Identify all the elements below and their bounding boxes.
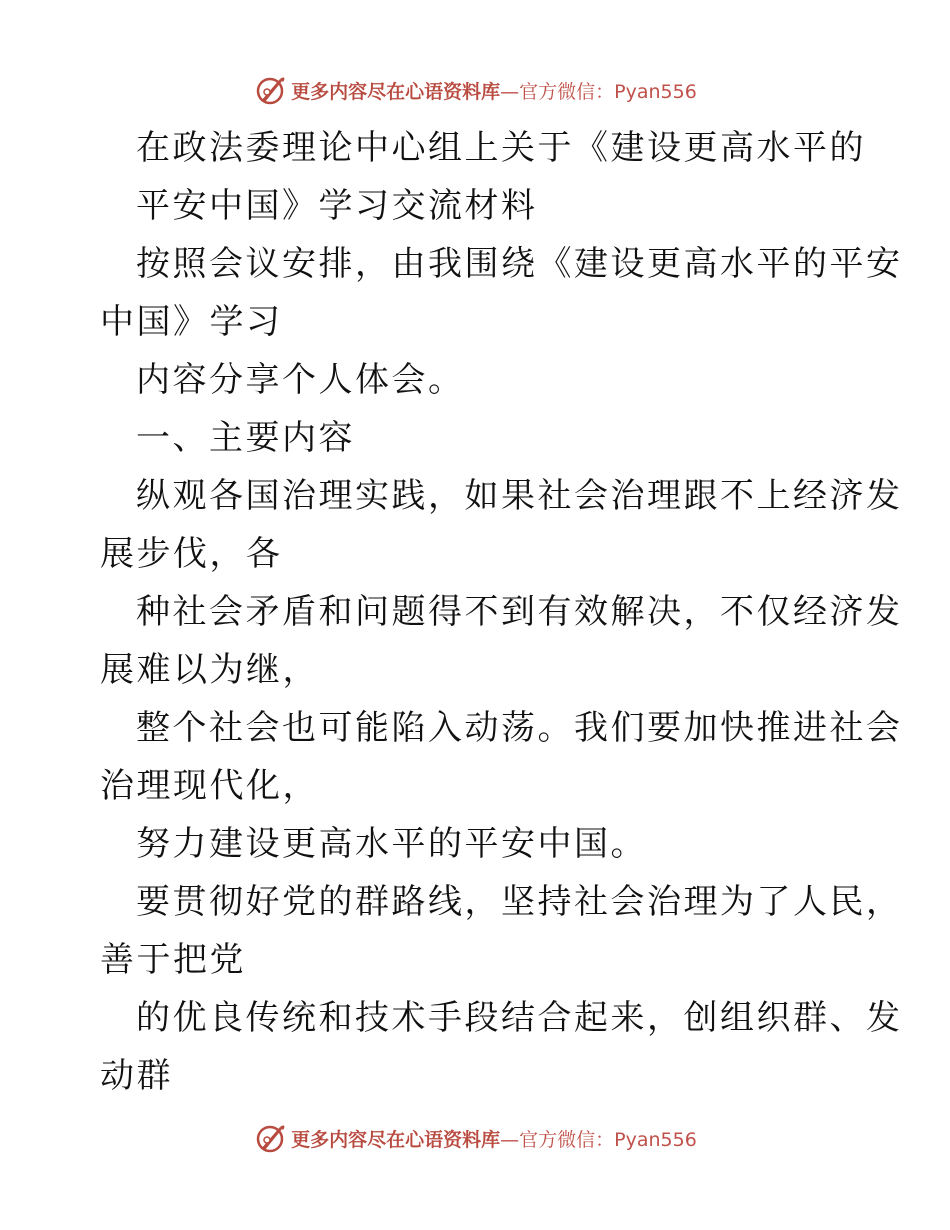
doc-line: 要贯彻好党的群路线，坚持社会治理为了人民，: [136, 882, 903, 922]
doc-line: 纵观各国治理实践，如果社会治理跟不上经济发: [136, 476, 903, 516]
quill-pen-logo-icon: [253, 1121, 287, 1155]
doc-line: 展难以为继，: [100, 650, 319, 690]
header-banner-main: 更多内容尽在心语资料库: [291, 80, 501, 103]
doc-line: 善于把党: [100, 940, 246, 980]
doc-line: 展步伐，各: [100, 534, 283, 574]
doc-line: 内容分享个人体会。: [136, 360, 465, 400]
doc-line: 种社会矛盾和问题得不到有效解决，不仅经济发: [136, 592, 903, 632]
footer-banner-text: [291, 1125, 697, 1152]
header-banner-text: [291, 77, 697, 104]
doc-line: 按照会议安排，由我围绕《建设更高水平的平安: [136, 244, 903, 284]
doc-line: 整个社会也可能陷入动荡。我们要加快推进社会: [136, 708, 903, 748]
footer-banner-sub: —官方微信：Pyan556: [500, 1128, 697, 1151]
footer-banner: [0, 1118, 950, 1158]
doc-line: 中国》学习: [100, 302, 283, 342]
document-body: [100, 119, 903, 1105]
footer-banner-main: 更多内容尽在心语资料库: [291, 1128, 501, 1151]
header-banner-sub: —官方微信：Pyan556: [500, 80, 697, 103]
doc-line: 努力建设更高水平的平安中国。: [136, 824, 647, 864]
doc-title-line-1: 在政法委理论中心组上关于《建设更高水平的: [136, 128, 866, 168]
doc-line: 动群: [100, 1056, 173, 1096]
section-heading: 一、主要内容: [136, 418, 355, 458]
doc-title-line-2: 平安中国》学习交流材料: [136, 186, 538, 226]
doc-line: 的优良传统和技术手段结合起来，创组织群、发: [136, 998, 903, 1038]
quill-pen-logo-icon: [253, 73, 287, 107]
doc-line: 治理现代化，: [100, 766, 319, 806]
header-banner: [0, 70, 950, 110]
